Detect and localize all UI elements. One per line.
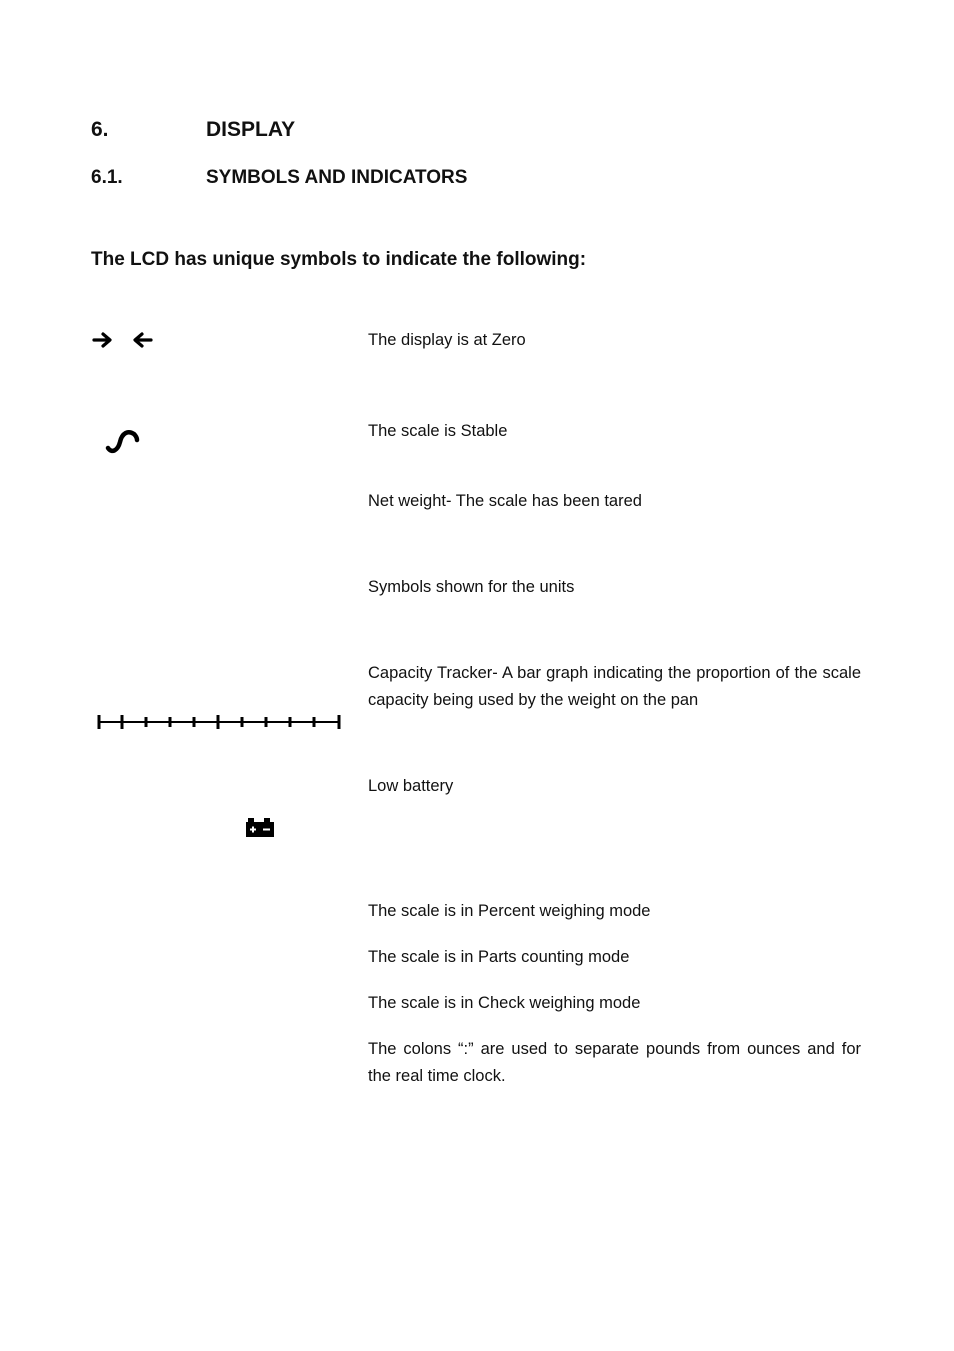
section-number: 6. — [91, 118, 109, 141]
battery-icon — [245, 818, 275, 838]
subsection-number: 6.1. — [91, 167, 123, 188]
description-check-weighing: The scale is in Check weighing mode — [368, 994, 641, 1012]
subsection-title: SYMBOLS AND INDICATORS — [206, 167, 468, 188]
description-percent-mode: The scale is in Percent weighing mode — [368, 902, 651, 920]
description-capacity-tracker: Capacity Tracker- A bar graph indicating the proportion of the scale capacity being used by the weight on the pan — [368, 664, 861, 709]
description-colons: The colons “:” are used to separate pounds from ounces and for the real time clock. — [368, 1040, 861, 1085]
stable-icon — [104, 426, 142, 454]
capacity-tracker-icon — [96, 712, 344, 732]
description-parts-counting: The scale is in Parts counting mode — [368, 948, 630, 966]
description-stable: The scale is Stable — [368, 422, 508, 440]
zero-arrows-icon — [92, 330, 154, 350]
description-zero: The display is at Zero — [368, 331, 526, 349]
description-units: Symbols shown for the units — [368, 578, 575, 596]
intro-text: The LCD has unique symbols to indicate the following: — [91, 249, 587, 270]
description-low-battery: Low battery — [368, 777, 454, 795]
section-title: DISPLAY — [206, 118, 296, 141]
description-net-weight: Net weight- The scale has been tared — [368, 492, 642, 510]
